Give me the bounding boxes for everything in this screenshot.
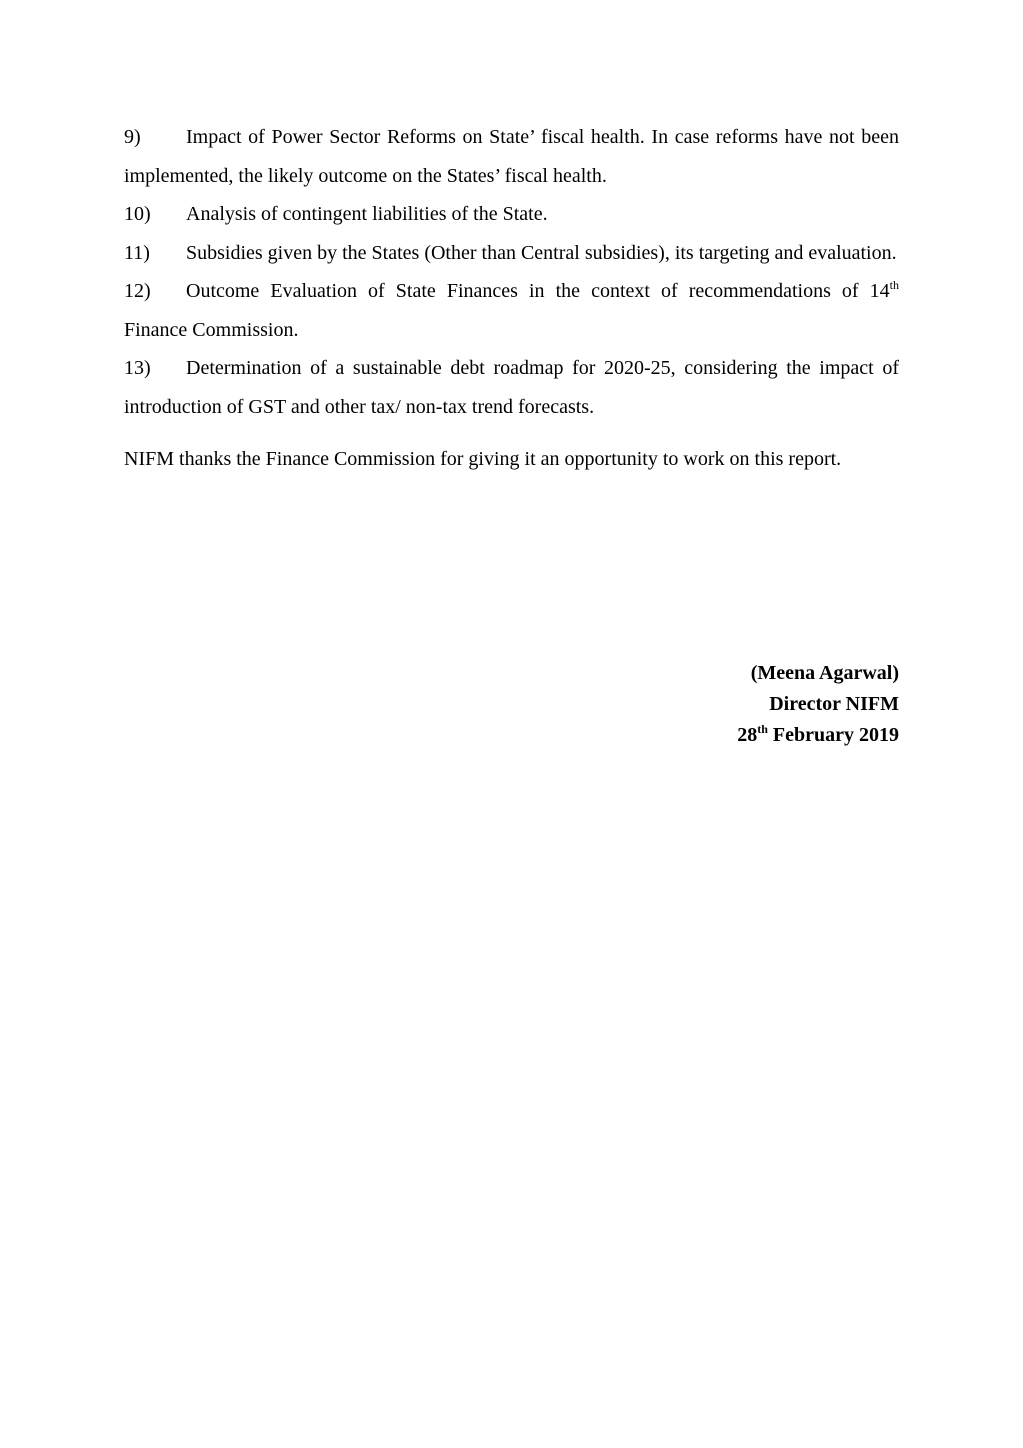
terms-list [124,118,899,479]
list-item [124,349,899,426]
item-text: Impact of Power Sector Reforms on State’ fiscal health. In case reforms have not been implemented, the likely outcome on the States’ fiscal health. [124,126,899,187]
item-text: Analysis of contingent liabilities of the State. [186,203,548,225]
date-ordinal-suffix: th [757,722,768,736]
item-number: 11) [124,241,150,264]
date-month-year: February 2019 [767,724,899,746]
date-day: 28 [737,724,758,746]
list-item [124,234,899,273]
item-text: Determination of a sustainable debt roadmap for 2020-25, considering the impact of introduction of GST and other tax/ non-tax trend forecasts. [124,357,899,418]
item-number: 10) [124,203,151,225]
list-item [124,195,899,234]
item-number: 13) [124,357,151,379]
item-number: 12) [124,280,151,302]
closing-paragraph: NIFM thanks the Finance Commission for giving it an opportunity to work on this report. [124,448,842,470]
signatory-name: (Meena Agarwal) [750,662,899,684]
item-text: Outcome Evaluation of State Finances in the context of recommendations of 14 [186,280,890,302]
item-text-continued: Finance Commission. [124,318,299,341]
signature-block [737,658,899,751]
list-item [124,272,899,349]
list-item [124,118,899,195]
ordinal-suffix: th [889,278,899,292]
signatory-title: Director NIFM [769,693,899,715]
item-text: Subsidies given by the States (Other than Central subsidies), its targeting and evaluation. [186,241,897,264]
item-number: 9) [124,126,141,148]
signature-date [737,720,899,751]
